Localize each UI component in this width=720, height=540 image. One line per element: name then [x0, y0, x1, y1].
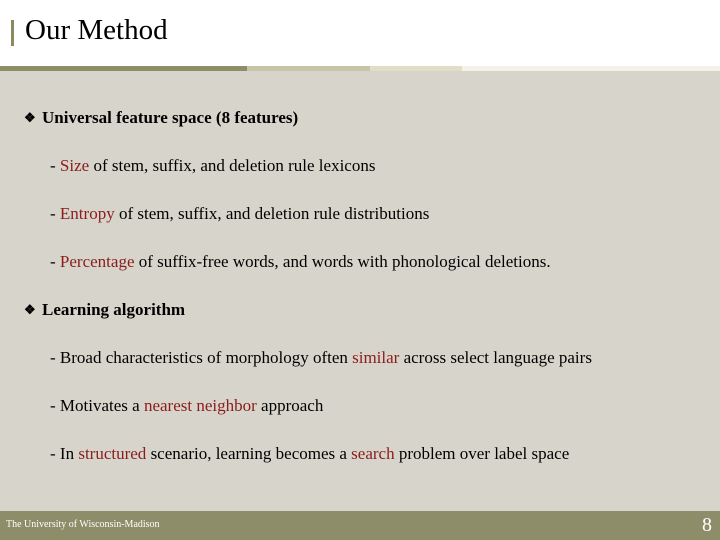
title-accent-bar: [11, 20, 14, 46]
highlight-term: Entropy: [59, 204, 115, 223]
sub-item-text: of suffix-free words, and words with phonological deletions.: [134, 252, 551, 271]
footer-institution: The University of Wisconsin-Madison: [6, 519, 160, 530]
sub-item-text: - In: [50, 444, 79, 463]
sub-item-text: of stem, suffix, and deletion rule lexicons: [89, 156, 376, 175]
highlight-term: structured: [78, 444, 147, 463]
slide-content: [0, 71, 720, 511]
bullet-universal-feature-space: [24, 108, 298, 128]
highlight-term: similar: [352, 348, 400, 367]
highlight-term: search: [351, 444, 395, 463]
bullet-learning-algorithm: [24, 300, 185, 320]
highlight-term: Percentage: [59, 252, 135, 271]
sub-item-percentage: [50, 252, 551, 272]
sub-item-text: approach: [256, 396, 324, 415]
highlight-term: nearest neighbor: [143, 396, 257, 415]
sub-item-entropy: [50, 204, 429, 224]
highlight-term: Size: [59, 156, 90, 175]
diamond-quad-bullet-icon: ❖: [24, 110, 36, 125]
sub-item-text: of stem, suffix, and deletion rule distributions: [114, 204, 430, 223]
sub-item-text: -: [50, 204, 60, 223]
sub-item-text: across select language pairs: [399, 348, 592, 367]
sub-item-size: [50, 156, 375, 176]
sub-item-text: scenario, learning becomes a: [146, 444, 352, 463]
slide-title: Our Method: [25, 14, 168, 46]
diamond-quad-bullet-icon: ❖: [24, 302, 36, 317]
sub-item-nearest-neighbor: [50, 396, 323, 416]
bullet-heading: Universal feature space (8 features): [42, 108, 299, 127]
sub-item-structured-scenario: [50, 444, 569, 464]
page-number: 8: [702, 514, 712, 536]
sub-item-broad-characteristics: [50, 348, 592, 368]
footer-bar: [0, 511, 720, 540]
bullet-heading: Learning algorithm: [42, 300, 186, 319]
sub-item-text: problem over label space: [394, 444, 570, 463]
title-bar: [0, 0, 720, 66]
sub-item-text: -: [50, 252, 60, 271]
sub-item-text: - Broad characteristics of morphology often: [50, 348, 353, 367]
sub-item-text: - Motivates a: [50, 396, 144, 415]
sub-item-text: -: [50, 156, 60, 175]
